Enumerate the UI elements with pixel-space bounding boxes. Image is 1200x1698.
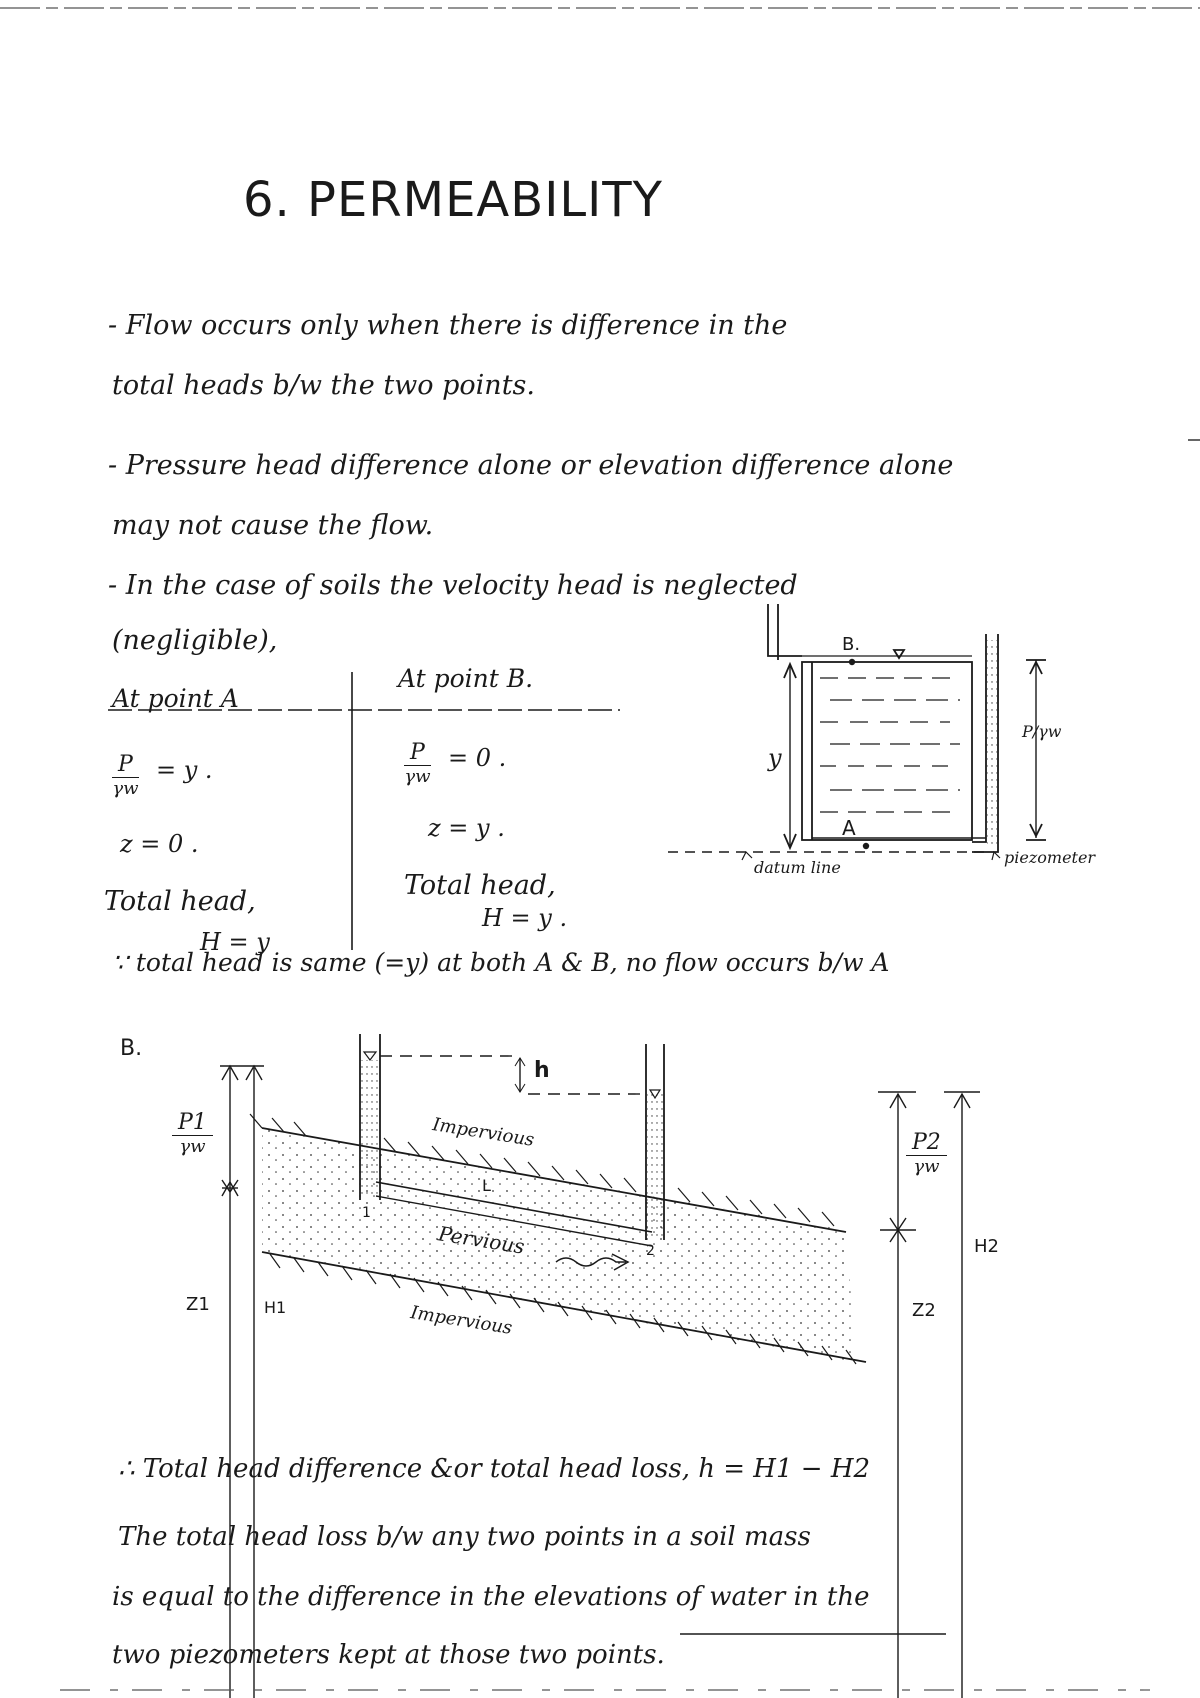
point-b-p-num: P (404, 740, 431, 766)
point-b-h: H = y . (482, 904, 568, 932)
summary-line-2: The total head loss b/w any two points in a soil mass (118, 1522, 811, 1552)
diagram2-pervious: Pervious (436, 1221, 527, 1259)
point-b-p-den: γw (404, 766, 431, 787)
conclusion-line-1: ∵ total head is same (=y) at both A & B, no flow occurs b/w A (112, 948, 890, 977)
diagram2-label-z2: Z2 (912, 1300, 936, 1321)
summary-line-3 (112, 1584, 869, 1610)
diagram2-p2-num: P2 (906, 1130, 947, 1156)
diagram1-label-y: y (768, 744, 782, 772)
point-a-h: H = y (200, 928, 270, 956)
point-b-pressure-value: = 0 . (448, 744, 507, 772)
diagram2-label-1: 1 (362, 1205, 371, 1221)
diagram2-p1-den: γw (179, 1136, 206, 1157)
paragraph-2-line-1: - Pressure head difference alone or elevation difference alone (108, 450, 954, 481)
tank (802, 662, 972, 840)
point-b-heading: At point B. (398, 664, 534, 693)
diagram1-label-a: A (842, 816, 856, 840)
conclusion-line-2: B. (120, 1036, 143, 1061)
paragraph-2-line-2: may not cause the flow. (112, 510, 434, 541)
diagram2-label-l: L (482, 1176, 491, 1195)
diagram2-label-z1: Z1 (186, 1294, 210, 1315)
point-b-total-head-label: Total head, (404, 870, 556, 901)
point-a-z: z = 0 . (120, 830, 199, 858)
diagram1-label-piezometer: piezometer (1004, 848, 1096, 867)
diagram1-label-pw: P/γw (1022, 722, 1062, 741)
paragraph-3-line-1: - In the case of soils the velocity head is neglected (108, 570, 798, 601)
point-a-p-num: P (112, 752, 139, 778)
diagram2-label-h: h (534, 1058, 550, 1083)
point-a-pressure-value: = y . (156, 756, 213, 784)
paragraph-1-line-2: total heads b/w the two points. (112, 370, 535, 401)
diagram2-impervious-bottom: Impervious (409, 1302, 514, 1339)
point-a-total-head-label: Total head, (104, 886, 256, 917)
diagram2-p1-num: P1 (172, 1110, 213, 1136)
summary-line-3-start: is equal to the difference in the (112, 1582, 526, 1612)
paragraph-1-line-1: - Flow occurs only when there is difference in the (108, 310, 788, 341)
summary-line-4: two piezometers kept at those two points. (112, 1640, 665, 1670)
point-a-p-den: γw (112, 778, 139, 799)
summary-line-1: ∴ Total head difference &or total head loss, h = H1 − H2 (118, 1454, 871, 1484)
diagram2-p2-den: γw (913, 1156, 940, 1177)
diagram2-label-h1: H1 (264, 1298, 287, 1317)
diagram1-label-b: B. (842, 634, 861, 655)
point-b-z: z = y . (428, 814, 505, 842)
point-a-heading: At point A (112, 684, 239, 713)
diagram2-p2-fraction (906, 1130, 947, 1177)
diagram1-label-datum: datum line (754, 858, 841, 877)
diagram2-impervious-top: Impervious (431, 1114, 536, 1151)
page-title: 6. PERMEABILITY (243, 172, 663, 228)
diagram2-label-2: 2 (646, 1243, 655, 1259)
paragraph-3-line-2: (negligible), (112, 625, 278, 656)
point-a-dot (863, 843, 869, 849)
diagram2-p1-fraction (172, 1110, 213, 1157)
summary-line-3-emphasis: elevations of water (533, 1582, 786, 1612)
point-b-dot (849, 659, 855, 665)
summary-line-3-end: in the (793, 1582, 870, 1612)
diagram2-label-h2: H2 (974, 1236, 999, 1257)
